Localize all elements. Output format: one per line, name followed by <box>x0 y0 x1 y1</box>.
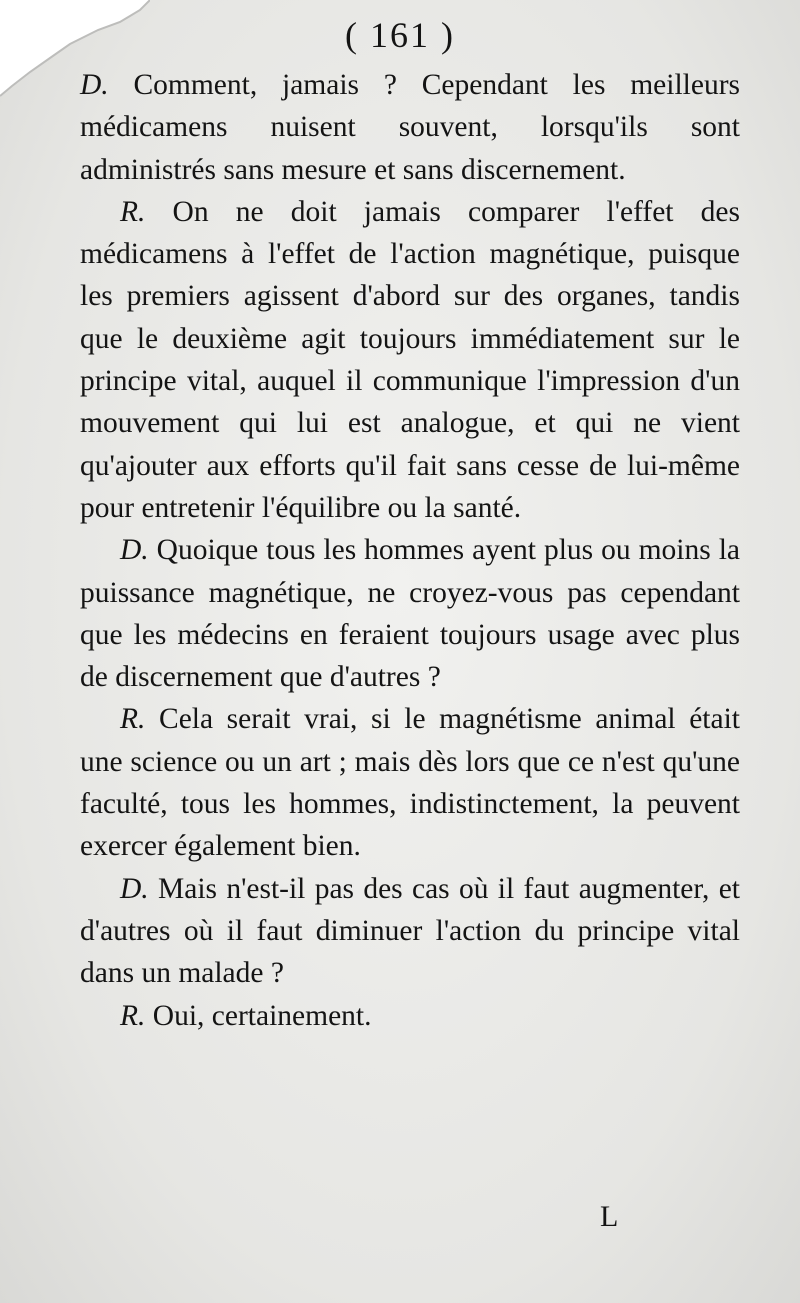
speaker-label: R. <box>120 195 146 228</box>
paragraph-text: On ne doit jamais comparer l'effet des médicamens à l'effet de l'action magnétique, puisque les premiers agissent d'abord sur des organes, tandis que le deuxième agit toujours immédiatement sur le principe vital, auquel il communique l'impression d'un mouvement qui lui est analogue, et qui ne vient qu'ajouter aux efforts qu'il fait sans cesse de lui-même pour entretenir l'équilibre ou la santé. <box>80 195 740 524</box>
speaker-label: R. <box>120 703 146 736</box>
speaker-label: D. <box>80 69 109 101</box>
speaker-label: D. <box>120 872 149 905</box>
dialogue-paragraph <box>80 64 740 191</box>
speaker-label: R. <box>120 999 146 1032</box>
dialogue-paragraph <box>80 191 740 529</box>
dialogue-paragraph <box>80 995 740 1037</box>
catchword: L <box>600 1200 619 1233</box>
paragraph-text: Quoique tous les hommes ayent plus ou moins la puissance magnétique, ne croyez-vous pas cependant que les médecins en feraient toujours usage avec plus de discernement que d'autres ? <box>80 534 740 694</box>
paragraph-text: Comment, jamais ? Cependant les meilleurs médicamens nuisent souvent, lorsqu'ils sont administrés sans mesure et sans discernement. <box>80 69 740 186</box>
dialogue-paragraph <box>80 698 740 867</box>
speaker-label: D. <box>120 534 149 567</box>
paragraph-text: Mais n'est-il pas des cas où il faut augmenter, et d'autres où il faut diminuer l'action du principe vital dans un malade ? <box>80 872 740 990</box>
page-text <box>80 64 740 1037</box>
dialogue-paragraph <box>80 529 740 698</box>
paragraph-text: Oui, certainement. <box>145 999 372 1032</box>
paragraph-text: Cela serait vrai, si le magnétisme animal était une science ou un art ; mais dès lors que ce n'est qu'une faculté, tous les hommes, indistinctement, la peuvent exercer également bien. <box>80 703 740 863</box>
page-number: ( 161 ) <box>345 15 455 55</box>
dialogue-paragraph <box>80 868 740 995</box>
